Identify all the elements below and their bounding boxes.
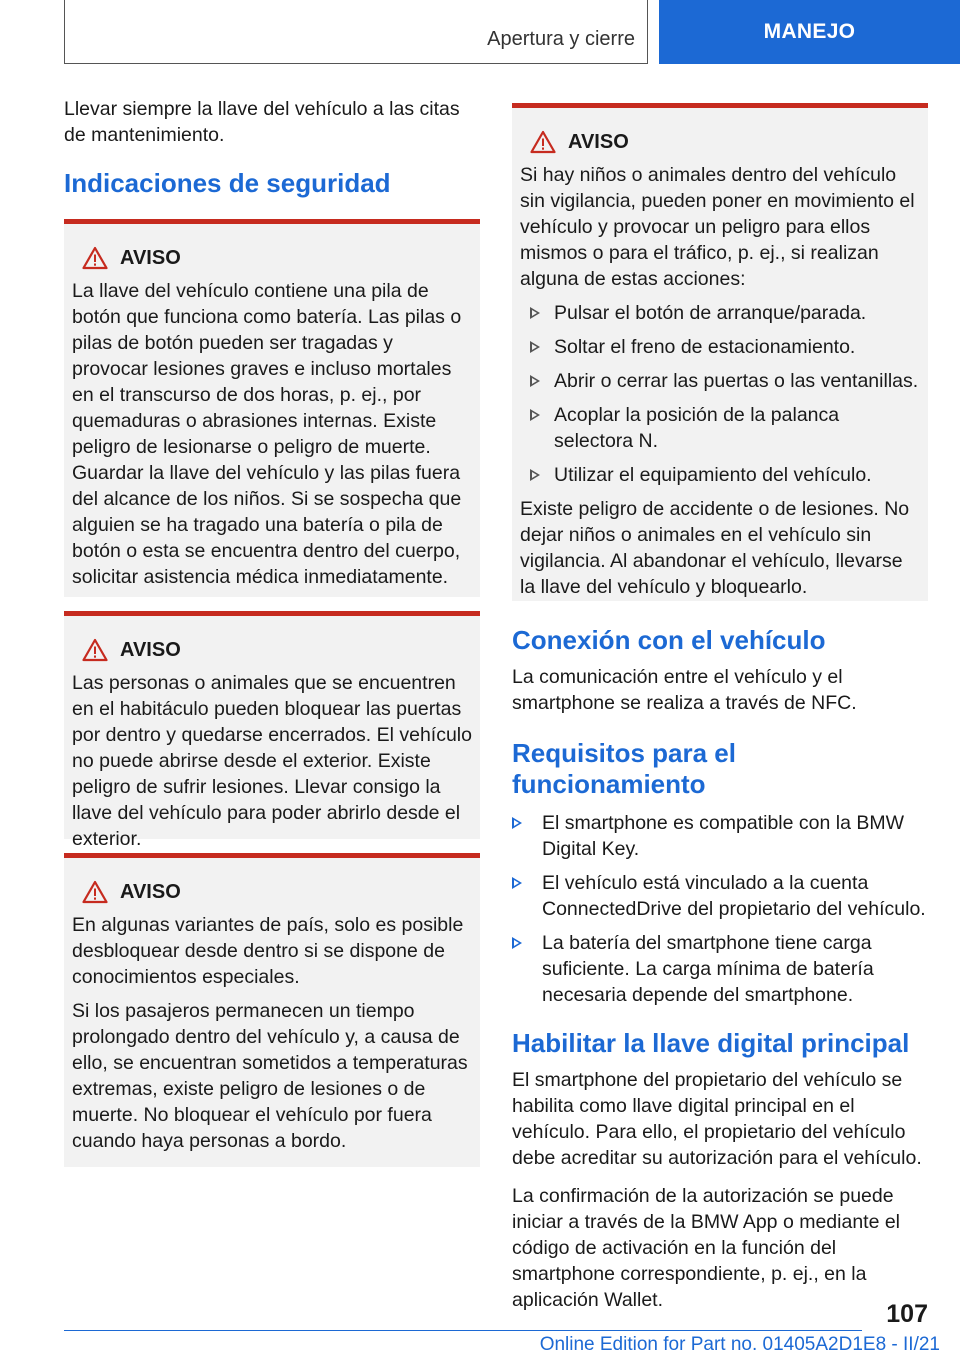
warning-triangle-icon: [82, 638, 108, 662]
heading-requirements: Requisitos para el funcionamiento: [512, 738, 736, 799]
bullet-triangle-icon: [530, 375, 540, 387]
enable-text: La confirmación de la autorización se puede iniciar a través de la BMW App o mediante el código de activación en la función del smartphone correspondiente, p. ej., en la aplicación Wallet.: [512, 1185, 901, 1311]
warning-text: La llave del vehículo contiene una pila de botón que funciona como batería. Las pilas o pilas de botón pueden ser tragadas y provocar lesiones graves e incluso mortales en el transcurso de dos horas, p. ej., por quemaduras o abrasiones internas. Existe peligro de lesionarse o peligro de muerte. Guardar la llave del vehículo y las pilas fuera del alcance de los niños. Si se sospecha que alguien se ha tragado una batería o pila de botón o esta se encuentra dentro del cuerpo, solicitar asistencia médica inmediatamente.: [72, 280, 462, 588]
bullet-triangle-icon: [512, 877, 522, 889]
warning-label: AVISO: [568, 130, 629, 153]
heading-safety: Indicaciones de seguridad: [64, 168, 391, 198]
heading-connection: Conexión con el vehículo: [512, 625, 826, 655]
list-item: La batería del smartphone tiene carga suficiente. La carga mínima de batería necesaria depende del smartphone.: [512, 930, 928, 1008]
list-item: Pulsar el botón de arranque/parada.: [520, 300, 920, 326]
footer-edition-link[interactable]: Online Edition for Part no. 01405A2D1E8 - II/21: [539, 1334, 940, 1355]
left-column: [64, 96, 480, 1167]
enable-text: El smartphone del propietario del vehículo se habilita como llave digital principal en el vehículo. Para ello, el propietario del vehículo debe acreditar su autorización para el vehículo.: [512, 1069, 922, 1169]
warning-box-2: [64, 611, 480, 850]
warning-label: AVISO: [120, 638, 181, 661]
bullet-triangle-icon: [530, 469, 540, 481]
warning-label: AVISO: [120, 880, 181, 903]
warning-header: [82, 246, 472, 270]
list-item: Soltar el freno de estacionamiento.: [520, 334, 920, 360]
bullet-triangle-icon: [530, 409, 540, 421]
warning-text: Las personas o animales que se encuentren en el habitáculo pueden bloquear las puertas por dentro y quedarse encerrados. El vehículo no puede abrirse desde el exterior. Existe peligro de sufrir lesiones. Llevar consigo la llave del vehículo para poder abrirlo desde el exterior.: [72, 672, 472, 850]
page-number: 107: [886, 1300, 928, 1328]
warning-box-1: [64, 219, 480, 597]
bullet-triangle-icon: [530, 307, 540, 319]
section-title: Apertura y cierre: [487, 28, 635, 50]
footer-divider: [64, 1330, 862, 1331]
bullet-triangle-icon: [512, 817, 522, 829]
bullet-triangle-icon: [512, 937, 522, 949]
warning-label: AVISO: [120, 246, 181, 269]
bullet-triangle-icon: [530, 341, 540, 353]
list-item: Acoplar la posición de la palanca selectora N.: [520, 402, 920, 454]
warning-triangle-icon: [530, 130, 556, 154]
list-item: Abrir o cerrar las puertas o las ventanillas.: [520, 368, 920, 394]
header-frame: [64, 0, 648, 64]
intro-text: Llevar siempre la llave del vehículo a las citas de mantenimiento.: [64, 98, 460, 146]
right-column: [512, 103, 928, 1325]
heading-enable: Habilitar la llave digital principal: [512, 1028, 910, 1058]
warning-header: [82, 880, 472, 904]
warning-header: [530, 130, 920, 154]
warning-header: [82, 638, 472, 662]
list-item: El smartphone es compatible con la BMW Digital Key.: [512, 810, 928, 862]
list-item: Utilizar el equipamiento del vehículo.: [520, 462, 920, 488]
warning-text: Si hay niños o animales dentro del vehículo sin vigilancia, pueden poner en movimiento el vehículo y provocar un peligro para ellos mismos o para el tráfico, p. ej., si realizan alguna de estas acciones:: [520, 164, 915, 290]
list-item: El vehículo está vinculado a la cuenta ConnectedDrive del propietario del vehículo.: [512, 870, 928, 922]
warning-text: Si los pasajeros permanecen un tiempo prolongado dentro del vehículo y, a causa de ello, se encuentran sometidos a temperaturas extremas, existe peligro de lesiones o de muerte. No bloquear el vehículo por fuera cuando haya personas a bordo.: [72, 1000, 468, 1152]
warning-box-3: [64, 853, 480, 1167]
warning-box-4: [512, 103, 928, 601]
warning-triangle-icon: [82, 246, 108, 270]
tab-manejo[interactable]: MANEJO: [659, 0, 960, 64]
warning-text: En algunas variantes de país, solo es posible desbloquear desde dentro si se dispone de conocimientos especiales.: [72, 914, 464, 988]
warning-action-list: [520, 300, 920, 488]
warning-triangle-icon: [82, 880, 108, 904]
connection-text: La comunicación entre el vehículo y el smartphone se realiza a través de NFC.: [512, 666, 857, 714]
warning-text: Existe peligro de accidente o de lesiones. No dejar niños o animales en el vehículo sin vigilancia. Al abandonar el vehículo, llevarse la llave del vehículo y bloquearlo.: [520, 498, 910, 598]
requirements-list: [512, 810, 928, 1008]
